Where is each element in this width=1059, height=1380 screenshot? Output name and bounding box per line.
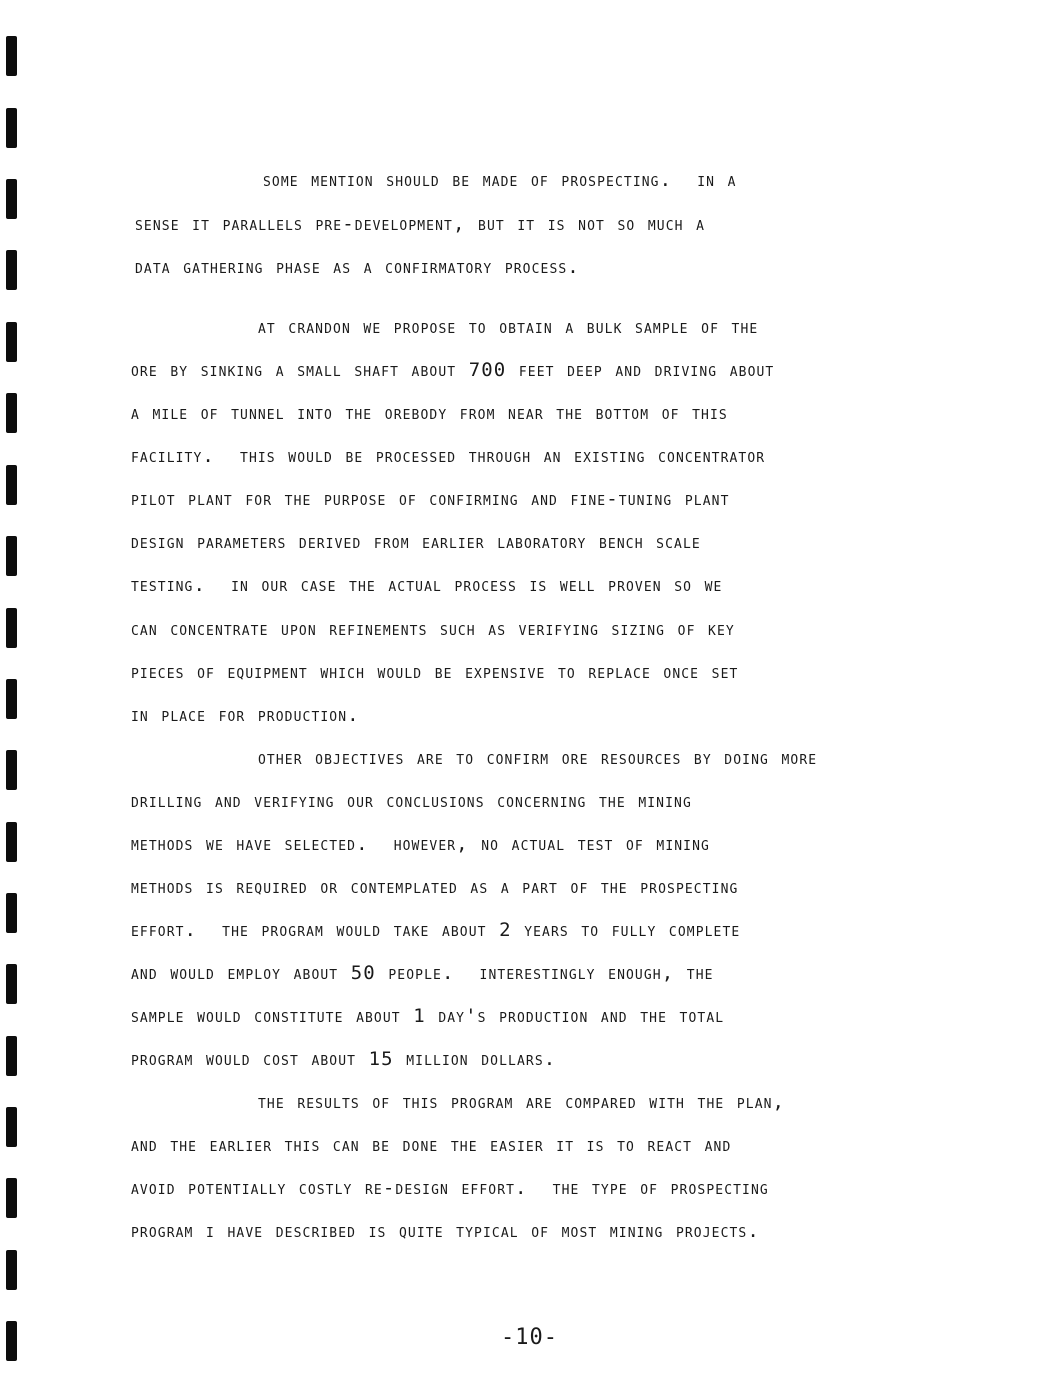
binding-hole xyxy=(6,322,17,362)
text-line: program would cost about 15 million dollars. xyxy=(131,1048,557,1070)
binding-hole xyxy=(6,179,17,219)
page-number: -10- xyxy=(501,1325,558,1350)
binding-hole xyxy=(6,1036,17,1076)
text-line: some mention should be made of prospecting. in a xyxy=(263,169,737,191)
text-line: sense it parallels pre-development, but it is not so much a xyxy=(135,213,706,235)
text-line: drilling and verifying our conclusions concerning the mining xyxy=(131,790,692,812)
binding-hole xyxy=(6,1250,17,1290)
text-line: methods we have selected. however, no actual test of mining xyxy=(131,833,710,855)
binding-hole xyxy=(6,36,17,76)
text-line: the results of this program are compared with the plan, xyxy=(258,1091,786,1113)
binding-hole xyxy=(6,750,17,790)
text-line: can concentrate upon refinements such as verifying sizing of key xyxy=(131,618,735,640)
binding-hole xyxy=(6,964,17,1004)
binding-hole xyxy=(6,250,17,290)
text-line: in place for production. xyxy=(131,704,360,726)
text-line: pieces of equipment which would be expensive to replace once set xyxy=(131,661,739,683)
text-line: avoid potentially costly re-design effort. the type of prospecting xyxy=(131,1177,769,1199)
text-line: facility. this would be processed through an existing concentrator xyxy=(131,445,766,467)
text-line: methods is required or contemplated as a part of the prospecting xyxy=(131,876,739,898)
text-line: pilot plant for the purpose of confirming and fine-tuning plant xyxy=(131,488,730,510)
text-line: sample would constitute about 1 day's production and the total xyxy=(131,1005,725,1027)
text-line: data gathering phase as a confirmatory process. xyxy=(135,256,580,278)
binding-hole xyxy=(6,1178,17,1218)
text-line: design parameters derived from earlier laboratory bench scale xyxy=(131,531,701,553)
binding-hole xyxy=(6,465,17,505)
text-line: program i have described is quite typical of most mining projects. xyxy=(131,1220,760,1242)
binding-hole xyxy=(6,893,17,933)
text-line: ore by sinking a small shaft about 700 feet deep and driving about xyxy=(131,359,775,381)
text-line: at crandon we propose to obtain a bulk sample of the xyxy=(258,316,759,338)
text-line: and the earlier this can be done the easier it is to react and xyxy=(131,1134,732,1156)
text-line: a mile of tunnel into the orebody from near the bottom of this xyxy=(131,402,728,424)
binding-hole xyxy=(6,393,17,433)
binding-hole xyxy=(6,822,17,862)
text-line: other objectives are to confirm ore resources by doing more xyxy=(258,747,818,769)
binding-hole xyxy=(6,108,17,148)
binding-hole xyxy=(6,679,17,719)
binding-hole xyxy=(6,536,17,576)
text-line: testing. in our case the actual process is well proven so we xyxy=(131,574,723,596)
binding-hole xyxy=(6,1107,17,1147)
text-line: effort. the program would take about 2 years to fully complete xyxy=(131,919,741,941)
binding-hole xyxy=(6,608,17,648)
text-line: and would employ about 50 people. interestingly enough, the xyxy=(131,962,714,984)
binding-holes xyxy=(6,0,20,1380)
